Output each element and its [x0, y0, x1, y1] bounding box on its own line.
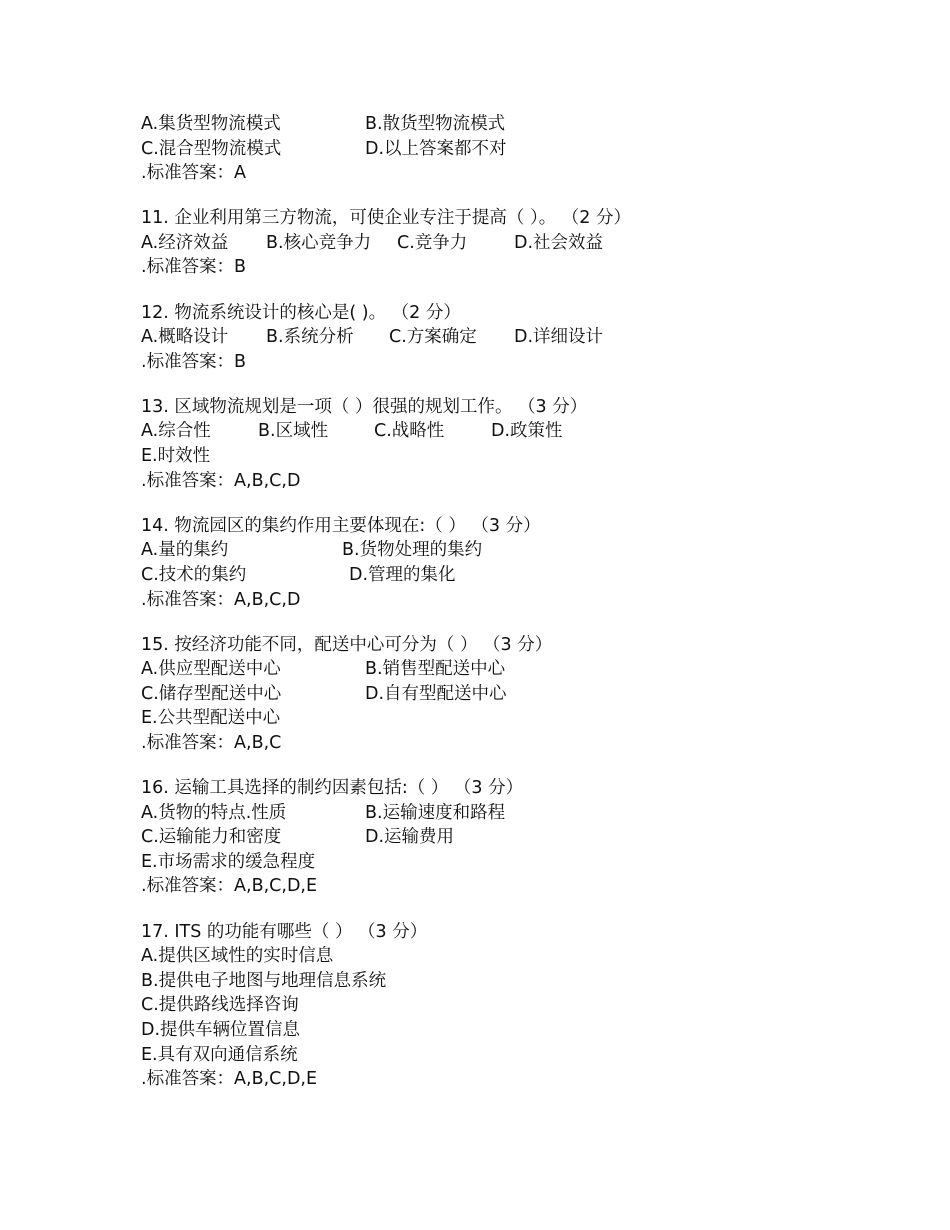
option-a: A.综合性 — [141, 421, 211, 442]
option-row — [141, 325, 901, 350]
question-10-tail — [141, 112, 901, 186]
question-text: 13. 区域物流规划是一项（ ）很强的规划工作。 （3 分） — [141, 396, 588, 417]
option-a: A.经济效益 — [141, 232, 229, 253]
option-row — [141, 563, 901, 588]
answer-line: .标准答案：A,B,C — [141, 732, 282, 753]
option-b: B.系统分析 — [266, 327, 354, 348]
option-e: E.具有双向通信系统 — [141, 1044, 298, 1065]
question-text: 16. 运输工具选择的制约因素包括:（ ） （3 分） — [141, 778, 524, 799]
option-b: B.提供电子地图与地理信息系统 — [141, 970, 387, 991]
option-d: D.社会效益 — [514, 232, 604, 253]
option-b: B.运输速度和路程 — [365, 802, 506, 823]
option-b: B.区域性 — [258, 421, 329, 442]
question-11 — [141, 206, 901, 280]
question-text: 11. 企业利用第三方物流，可使企业专注于提高（ ）。 （2 分） — [141, 208, 631, 229]
option-row — [141, 538, 901, 563]
option-b: B.货物处理的集约 — [342, 540, 483, 561]
question-text: 15. 按经济功能不同，配送中心可分为（ ） （3 分） — [141, 634, 553, 655]
option-c: C.战略性 — [374, 421, 445, 442]
option-d: D.以上答案都不对 — [365, 138, 507, 159]
option-d: D.运输费用 — [365, 827, 455, 848]
option-row — [141, 231, 901, 256]
option-c: C.技术的集约 — [141, 564, 247, 585]
option-c: C.方案确定 — [389, 327, 477, 348]
option-d: D.政策性 — [491, 421, 563, 442]
option-b: B.散货型物流模式 — [365, 114, 506, 134]
option-e: E.公共型配送中心 — [141, 708, 281, 729]
option-row — [141, 419, 901, 444]
document-page — [141, 112, 901, 1112]
question-14 — [141, 514, 901, 612]
option-c: C.竞争力 — [397, 232, 468, 253]
option-d: D.管理的集化 — [349, 564, 456, 585]
option-a: A.概略设计 — [141, 327, 229, 348]
option-a: A.集货型物流模式 — [141, 114, 281, 134]
option-a: A.供应型配送中心 — [141, 659, 281, 680]
option-e: E.时效性 — [141, 446, 211, 467]
answer-line: .标准答案：B — [141, 257, 247, 278]
option-a: A.量的集约 — [141, 540, 229, 561]
option-row — [141, 657, 901, 682]
option-a: A.货物的特点.性质 — [141, 802, 287, 823]
option-e: E.市场需求的缓急程度 — [141, 851, 316, 872]
option-c: C.提供路线选择咨询 — [141, 995, 299, 1016]
question-13 — [141, 395, 901, 493]
answer-line: .标准答案：B — [141, 351, 247, 372]
answer-line: .标准答案：A — [141, 163, 247, 184]
question-text: 12. 物流系统设计的核心是( )。 （2 分） — [141, 302, 461, 323]
option-b: B.核心竞争力 — [266, 232, 372, 253]
option-a: A.提供区域性的实时信息 — [141, 946, 334, 967]
option-d: D.提供车辆位置信息 — [141, 1019, 301, 1040]
option-row — [141, 682, 901, 707]
option-c: C.混合型物流模式 — [141, 138, 282, 159]
option-c: C.储存型配送中心 — [141, 683, 282, 704]
answer-line: .标准答案：A,B,C,D,E — [141, 876, 318, 897]
answer-line: .标准答案：A,B,C,D — [141, 589, 301, 610]
question-16 — [141, 776, 901, 899]
question-15 — [141, 633, 901, 756]
question-text: 17. ITS 的功能有哪些（ ） （3 分） — [141, 921, 428, 942]
question-12 — [141, 301, 901, 375]
option-row — [141, 801, 901, 826]
option-row — [141, 825, 901, 850]
option-c: C.运输能力和密度 — [141, 827, 282, 848]
question-text: 14. 物流园区的集约作用主要体现在:（ ） （3 分） — [141, 515, 541, 536]
question-17 — [141, 920, 901, 1092]
option-b: B.销售型配送中心 — [365, 659, 506, 680]
option-d: D.自有型配送中心 — [365, 683, 507, 704]
option-row — [141, 112, 901, 137]
answer-line: .标准答案：A,B,C,D,E — [141, 1069, 318, 1090]
option-row — [141, 137, 901, 162]
answer-line: .标准答案：A,B,C,D — [141, 470, 301, 491]
option-d: D.详细设计 — [514, 327, 604, 348]
